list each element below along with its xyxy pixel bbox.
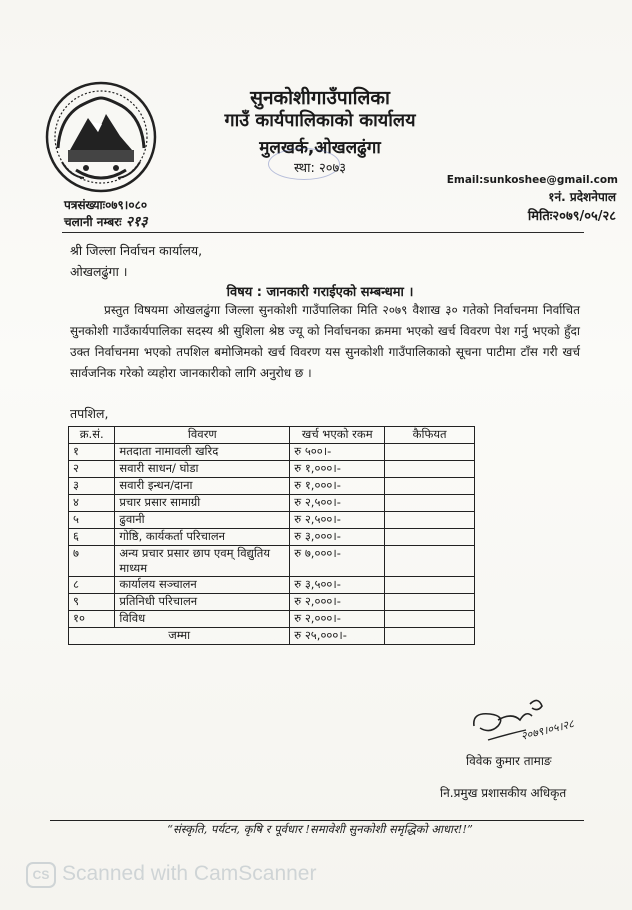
signer-name: विवेक कुमार तामाङ	[466, 754, 552, 768]
cell-remarks	[385, 529, 475, 546]
col-header-remarks: कैफियत	[385, 427, 475, 444]
cell-amount: रु २,०००।-	[290, 611, 385, 628]
header-divider	[62, 232, 584, 233]
handwritten-date: २०७९।०५।२८	[519, 717, 576, 743]
table-row	[69, 577, 475, 594]
cell-amount: रु ७,०००।-	[290, 546, 385, 577]
handwritten-signature	[468, 690, 588, 750]
cell-description: सवारी इन्धन/दाना	[115, 478, 290, 495]
office-name: गाउँ कार्यपालिकाको कार्यालय	[224, 110, 416, 131]
cell-sn: ४	[69, 495, 115, 512]
table-row	[69, 611, 475, 628]
col-header-amount: खर्च भएको रकम	[290, 427, 385, 444]
table-row	[69, 529, 475, 546]
table-header-row	[69, 427, 475, 444]
signer-designation: नि.प्रमुख प्रशासकीय अधिकृत	[440, 786, 567, 800]
cell-description: ढुवानी	[115, 512, 290, 529]
established-year: स्था: २०७३	[293, 161, 347, 176]
cell-sn: १	[69, 444, 115, 461]
total-label: जम्मा	[69, 628, 290, 645]
cell-sn: ५	[69, 512, 115, 529]
table-row	[69, 444, 475, 461]
office-location: मुलखर्क,ओखलढुंगा	[259, 138, 381, 158]
cell-description: अन्य प्रचार प्रसार छाप एवम् विद्युतिय माध्यम	[115, 546, 290, 577]
municipality-name: सुनकोशीगाउँपालिका	[250, 87, 390, 109]
cell-amount: रु १,०००।-	[290, 478, 385, 495]
cell-amount: रु २,५००।-	[290, 512, 385, 529]
expense-table-body	[69, 444, 475, 628]
cell-sn: ६	[69, 529, 115, 546]
cell-remarks	[385, 546, 475, 577]
cell-remarks	[385, 594, 475, 611]
cell-remarks	[385, 444, 475, 461]
recipient-line-1: श्री जिल्ला निर्वाचन कार्यालय,	[70, 243, 203, 258]
footer-divider	[50, 820, 584, 821]
table-row	[69, 594, 475, 611]
camscanner-logo-text: CS	[32, 868, 50, 882]
cell-description: कार्यालय सञ्चालन	[115, 577, 290, 594]
col-header-sn: क्र.सं.	[69, 427, 115, 444]
cell-description: विविध	[115, 611, 290, 628]
cell-sn: १०	[69, 611, 115, 628]
cell-remarks	[385, 577, 475, 594]
cell-amount: रु ३,०००।-	[290, 529, 385, 546]
table-row	[69, 478, 475, 495]
cell-sn: २	[69, 461, 115, 478]
camscanner-logo-icon	[26, 862, 56, 888]
details-label: तपशिल,	[70, 406, 109, 421]
table-row	[69, 546, 475, 577]
recipient-line-2: ओखलढुंगा ।	[70, 264, 128, 279]
total-amount: रु २५,०००।-	[290, 628, 385, 645]
letter-subject: विषय : जानकारी गराईएको सम्बन्धमा ।	[226, 285, 414, 300]
email-address: Email:sunkoshee@gmail.com	[446, 174, 618, 186]
cell-sn: ८	[69, 577, 115, 594]
cell-remarks	[385, 611, 475, 628]
letter-date: मितिः२०७९/०५/२८	[527, 209, 616, 224]
cell-amount: रु १,०००।-	[290, 461, 385, 478]
table-row	[69, 461, 475, 478]
table-total-row	[69, 628, 475, 645]
dispatch-number-label: चलानी नम्बरः	[64, 215, 122, 229]
province: १नं. प्रदेशनेपाल	[548, 190, 616, 204]
letter-body-paragraph: प्रस्तुत विषयमा ओखलढुंगा जिल्ला सुनकोशी गाउँपालिका मिति २०७९ वैशाख ३० गतेको निर्वाचनमा निर्वाचित सुनकोशी गाउँकार्यपालिका सदस्य श्री सुशिला श्रेष्ठ ज्यू को निर्वाचनका क्रममा भएको खर्च विवरण पेश गर्नु भएको हुँदा उक्त निर्वाचनमा भएको तपशिल बमोजिमको खर्च विवरण यस सुनकोशी गाउँपालिकाको सूचना पाटीमा टाँस गरी खर्च सार्वजनिक गरेको व्यहोरा जानकारीको लागि अनुरोध छ ।	[70, 303, 580, 380]
expense-table	[68, 426, 475, 645]
cell-description: गोष्ठि, कार्यकर्ता परिचालन	[115, 529, 290, 546]
camscanner-watermark: Scanned with CamScanner	[62, 862, 317, 885]
cell-remarks	[385, 461, 475, 478]
cell-amount: रु २,०००।-	[290, 594, 385, 611]
cell-sn: ९	[69, 594, 115, 611]
cell-remarks	[385, 478, 475, 495]
cell-remarks	[385, 512, 475, 529]
cell-description: प्रचार प्रसार सामाग्री	[115, 495, 290, 512]
total-remarks	[385, 628, 475, 645]
table-row	[69, 512, 475, 529]
cell-description: प्रतिनिधी परिचालन	[115, 594, 290, 611]
cell-description: मतदाता नामावली खरिद	[115, 444, 290, 461]
nepal-emblem-icon	[40, 78, 162, 196]
cell-sn: ७	[69, 546, 115, 577]
col-header-description: विवरण	[115, 427, 290, 444]
cell-amount: रु ५००।-	[290, 444, 385, 461]
cell-amount: रु २,५००।-	[290, 495, 385, 512]
cell-sn: ३	[69, 478, 115, 495]
footer-motto: “संस्कृति, पर्यटन, कृषि र पूर्वधार !समावेशी सुनकोशी समृद्धिको आधार!!”	[167, 822, 473, 836]
letter-ref-number: पत्रसंख्याः०७९।०८०	[64, 198, 148, 212]
letter-body	[70, 300, 580, 384]
cell-amount: रु ३,५००।-	[290, 577, 385, 594]
dispatch-number	[64, 212, 148, 231]
cell-remarks	[385, 495, 475, 512]
table-row	[69, 495, 475, 512]
cell-description: सवारी साधन/ घोडा	[115, 461, 290, 478]
dispatch-number-value: २१३	[125, 214, 148, 230]
